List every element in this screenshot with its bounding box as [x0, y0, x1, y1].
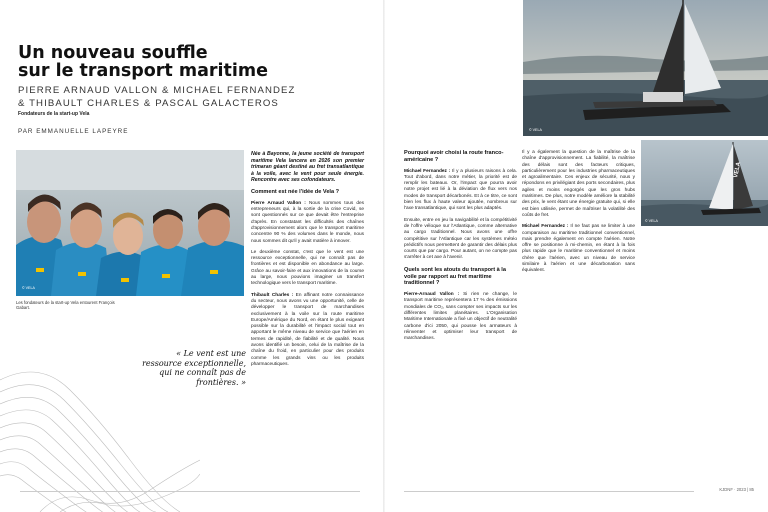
authors-line-1: PIERRE ARNAUD VALLON & MICHAEL FERNANDEZ	[18, 85, 296, 96]
answer-1-text: Nous sommes tous des entrepreneurs qui, à la sortie de la crise Covid, se sont questionnés sur ce que devait être l'entreprise d'après. En constatant les difficultés des chaînes d'approvisionnement alors que le transport maritime concentre 90 % des volumes dans le monde, nous nous sommes dit qu'il y avait matière à innover.	[251, 200, 365, 244]
trimaran-photo-top-illustration	[523, 0, 768, 136]
trimaran-photo-top-credit: © VELA	[529, 128, 542, 132]
article-authors	[18, 85, 348, 110]
article-column-2	[404, 150, 517, 348]
article-title	[18, 44, 318, 80]
answer-1	[251, 201, 364, 245]
article-column-1	[251, 151, 364, 373]
sail-brand-text: VELA	[733, 161, 743, 179]
answer-3-speaker: Michael Fernandez :	[404, 168, 451, 174]
question-2: Pourquoi avoir choisi la route franco-américaine ?	[404, 150, 504, 163]
founders-photo-illustration	[16, 150, 244, 296]
article-byline: PAR EMMANUELLE LAPEYRE	[18, 128, 129, 135]
answer-5-speaker: Michael Fernandez :	[522, 224, 569, 230]
page-gutter	[383, 0, 385, 512]
trimaran-photo-right	[641, 140, 768, 226]
answer-5-text: Il ne faut pas se limiter à une comparaison au maritime traditionnel conventionnel, mais prendre également en compte l'aérien. Notre offre se positionne à mi-chemin, en étant à la fois plus rapide que le maritime conventionnel et moins chère que l'aérien, avec un niveau de service similaire à l'aérien et une décarbonation sans équivalent.	[522, 224, 635, 274]
answer-1-speaker: Pierre Arnaud Vallon :	[251, 200, 306, 206]
answer-3-continued: Ensuite, entre en jeu la navigabilité et la compétitivité de l'offre véloque sur l'Atlantique, comme alternative au cargo traditionnel. Nous avons une offre compétitive sur l'Atlantique car les systèmes météo prédictifs nous permettent de garantir des délais plus courts que par cargo. Pour autant, on ne compte pas s'arrêter à cet axe à l'avenir.	[404, 217, 517, 261]
article-title-line-2: sur le transport maritime	[18, 61, 269, 81]
answer-3-text: Il y a plusieurs raisons à cela. Tout d'abord, dans notre métier, la priorité est de remplir les bateaux. Or, l'impact que pourra avoir notre projet est lié à la déviation de flux vers nos modes de transport décarbonés. Et à ce titre, ce sont bien les flux à haute valeur ajoutée, nombreux sur l'axe transatlantique, qui sont les plus adaptés.	[404, 168, 517, 212]
founders-label: Fondateurs de la start-up Vela	[18, 111, 90, 117]
trimaran-photo-right-credit: © VELA	[645, 219, 658, 223]
authors-line-2: & THIBAULT CHARLES & PASCAL GALACTEROS	[18, 97, 279, 109]
trimaran-photo-right-illustration	[641, 140, 768, 226]
founders-photo-credit: © VELA	[22, 286, 35, 290]
page-folio: KJDNF · 2023 | 85	[719, 487, 754, 492]
article-title-line-1: Un nouveau souffle	[18, 43, 208, 63]
answer-4-continued: Il y a également la question de la maîtrise de la chaîne d'approvisionnement. La fiabilité, la maîtrise des délais sont des facteurs critiques, particulièrement pour les industries pharmaceutiques et agroalimentaire. Ces enjeux de sécurité, nous y répondons en privilégiant des ports secondaires, plus agiles et moins engorgés que les gros hubs maritimes. De plus, notre modèle améliore la stabilité des prix, le vent étant une énergie gratuite qui, si elle est bien utilisée, permet de maîtriser la volatilité des coûts de fret.	[522, 150, 635, 218]
article-intro: Née à Bayonne, la jeune société de transport maritime Vela lancera en 2026 son premier trimaran géant destiné au fret transatlantique à la voile, avec le vent pour seule énergie. Rencontre avec ses cofondateurs.	[251, 151, 364, 184]
trimaran-photo-top	[523, 0, 768, 136]
question-1: Comment est née l'idée de Vela ?	[251, 188, 340, 195]
answer-4-speaker: Pierre-Arnaud Vallon :	[404, 292, 460, 298]
answer-3	[404, 169, 517, 213]
answer-5	[522, 224, 635, 274]
answer-2-text: En affinant notre connaissance du secteur, nous avons vu une opportunité, celle de développer le transport de marchandises exclusivement à la voile sur la route maritime Europe/Amérique du Nord, en étant le plus exigeant possible sur la durabilité et l'impact social tout en apportant le même niveau de service que l'aérien en termes de rapidité, de fiabilité et de qualité. Nous avons identifié un besoin, celui de la maîtrise de la chaîne du froid, en particulier pour des produits comme les grands vins ou les produits pharmaceutiques.	[251, 292, 364, 367]
article-column-3	[522, 150, 635, 280]
founders-photo	[16, 150, 244, 296]
answer-4	[404, 292, 517, 342]
question-3: Quels sont les atouts du transport à la voile par rapport au fret maritime traditionnel ?	[404, 266, 506, 287]
answer-2	[251, 293, 364, 369]
footer-rule-right	[404, 491, 694, 492]
answer-2-speaker: Thibault Charles :	[251, 292, 294, 298]
answer-1-continued: Le deuxième constat, c'est que le vent est une ressource exceptionnelle, qui ne connaît pas de frontières et est disponible en abondance au large. Grâce au savoir-faire et aux innovations de la course au large, nous pouvions imaginer un transfert technologique vers le transport maritime.	[251, 249, 364, 287]
pull-quote: « Le vent est une ressource exceptionnelle, qui ne connaît pas de frontières. »	[142, 349, 246, 387]
footer-rule-left	[20, 491, 360, 492]
answer-4-text: Si rien ne change, le transport maritime représentera 17 % des émissions mondiales de CO₂, sans compter ses impacts sur les différentes limites planétaires. L'Organisation Maritime Internationale a fixé un objectif de neutralité carbone d'ici 2050, qui pousse les armateurs à réinventer et optimiser leur transport de marchandises.	[404, 292, 517, 342]
founders-photo-caption: Les fondateurs de la start-up Vela entourent François Gabart.	[16, 300, 115, 311]
